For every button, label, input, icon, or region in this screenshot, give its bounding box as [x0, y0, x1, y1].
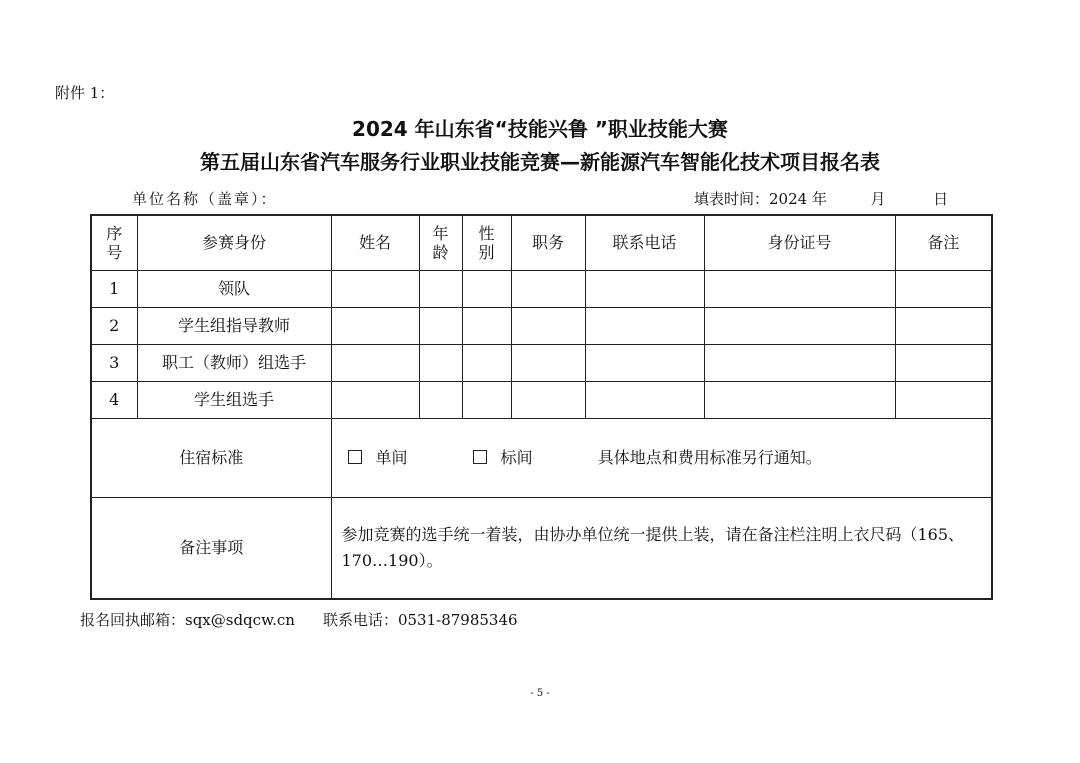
- footer-email: 报名回执邮箱：sqx@sdqcw.cn: [80, 611, 295, 629]
- cell-position[interactable]: [511, 382, 585, 419]
- cell-phone[interactable]: [585, 345, 704, 382]
- header-position: 职务: [511, 215, 585, 271]
- cell-age[interactable]: [419, 271, 462, 308]
- fill-date-label: 填表时间：2024 年: [694, 190, 827, 208]
- header-name: 姓名: [331, 215, 419, 271]
- cell-name[interactable]: [331, 382, 419, 419]
- table-row: [91, 382, 992, 419]
- header-id-number: 身份证号: [704, 215, 895, 271]
- row-identity: 学生组指导教师: [137, 308, 331, 345]
- cell-phone[interactable]: [585, 271, 704, 308]
- cell-remark[interactable]: [895, 271, 992, 308]
- lodging-options: [331, 419, 992, 498]
- row-seq: 1: [91, 271, 137, 308]
- cell-gender[interactable]: [462, 308, 511, 345]
- option-double[interactable]: 标间: [473, 448, 533, 467]
- unit-name-label: 单位名称（盖章）：: [132, 190, 278, 208]
- cell-name[interactable]: [331, 308, 419, 345]
- cell-age[interactable]: [419, 308, 462, 345]
- checkbox-single[interactable]: [348, 450, 362, 464]
- cell-age[interactable]: [419, 382, 462, 419]
- cell-remark[interactable]: [895, 308, 992, 345]
- cell-id-number[interactable]: [704, 382, 895, 419]
- checkbox-double[interactable]: [473, 450, 487, 464]
- cell-name[interactable]: [331, 345, 419, 382]
- header-identity: 参赛身份: [137, 215, 331, 271]
- registration-table: [90, 214, 993, 600]
- attachment-label: 附件 1：: [55, 84, 115, 102]
- header-seq: 序 号: [91, 215, 137, 271]
- header-phone: 联系电话: [585, 215, 704, 271]
- header-remark: 备注: [895, 215, 992, 271]
- option-single[interactable]: 单间: [348, 448, 408, 467]
- notes-label: 备注事项: [91, 498, 331, 600]
- row-seq: 2: [91, 308, 137, 345]
- cell-position[interactable]: [511, 308, 585, 345]
- row-seq: 4: [91, 382, 137, 419]
- cell-position[interactable]: [511, 345, 585, 382]
- cell-gender[interactable]: [462, 345, 511, 382]
- footer: [80, 609, 518, 630]
- lodging-label: 住宿标准: [91, 419, 331, 498]
- cell-gender[interactable]: [462, 382, 511, 419]
- cell-name[interactable]: [331, 271, 419, 308]
- page-number: - 5 -: [530, 688, 550, 699]
- fill-date-month: 月: [870, 190, 886, 208]
- cell-id-number[interactable]: [704, 308, 895, 345]
- table-row: [91, 345, 992, 382]
- fill-date-day: 日: [933, 190, 949, 208]
- cell-position[interactable]: [511, 271, 585, 308]
- row-identity: 学生组选手: [137, 382, 331, 419]
- table-row: [91, 308, 992, 345]
- row-seq: 3: [91, 345, 137, 382]
- cell-phone[interactable]: [585, 382, 704, 419]
- lodging-note: 具体地点和费用标准另行通知。: [597, 448, 822, 468]
- table-row: [91, 271, 992, 308]
- row-identity: 职工（教师）组选手: [137, 345, 331, 382]
- header-age: 年 龄: [419, 215, 462, 271]
- cell-phone[interactable]: [585, 308, 704, 345]
- cell-age[interactable]: [419, 345, 462, 382]
- notes-text: 参加竞赛的选手统一着装，由协办单位统一提供上装，请在备注栏注明上衣尺码（165、170…190）。: [331, 498, 992, 600]
- cell-remark[interactable]: [895, 382, 992, 419]
- title-line-1: 2024 年山东省“技能兴鲁 ”职业技能大赛: [352, 117, 728, 141]
- footer-phone: 联系电话：0531-87985346: [322, 611, 518, 629]
- fill-date: [694, 188, 948, 209]
- cell-remark[interactable]: [895, 345, 992, 382]
- lodging-row: [91, 419, 992, 498]
- row-identity: 领队: [137, 271, 331, 308]
- header-row: [91, 215, 992, 271]
- notes-row: [91, 498, 992, 600]
- cell-id-number[interactable]: [704, 345, 895, 382]
- title-line-2: 第五届山东省汽车服务行业职业技能竞赛—新能源汽车智能化技术项目报名表: [200, 150, 880, 174]
- header-gender: 性 别: [462, 215, 511, 271]
- cell-id-number[interactable]: [704, 271, 895, 308]
- cell-gender[interactable]: [462, 271, 511, 308]
